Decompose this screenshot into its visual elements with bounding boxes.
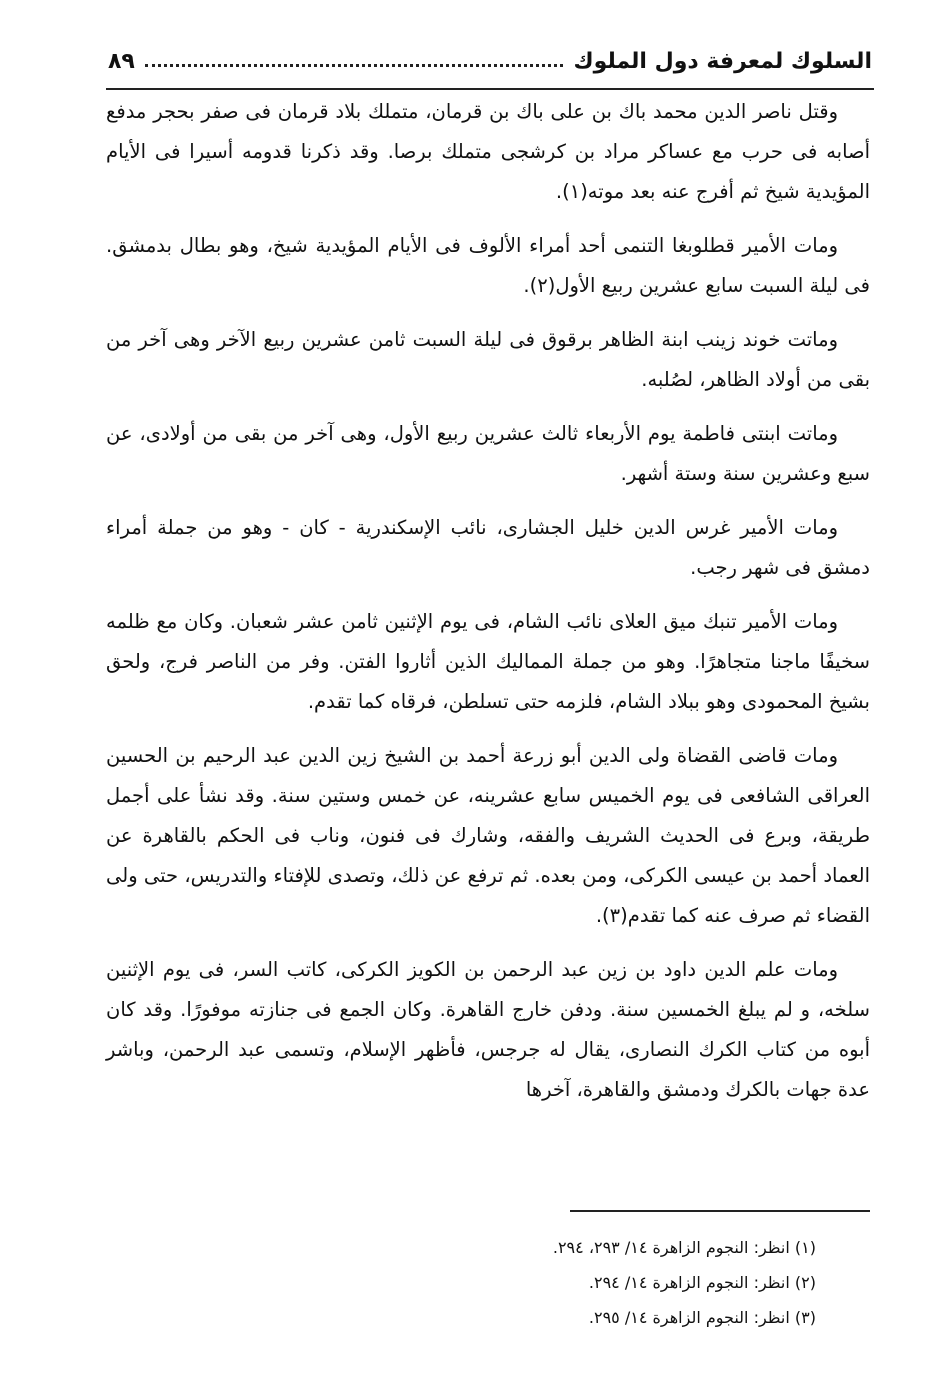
footnote-list <box>106 1230 870 1335</box>
footnote: (٣) انظر: النجوم الزاهرة ١٤/ ٢٩٥. <box>588 1308 816 1327</box>
paragraph-text: ومات الأمير غرس الدين خليل الجشارى، نائب الإسكندرية - كان - وهو من جملة أمراء دمشق فى شهر رجب. <box>106 516 870 579</box>
paragraph <box>106 950 870 1110</box>
header-rule <box>106 88 874 90</box>
footnotes <box>106 1210 870 1335</box>
page-number: ٨٩ <box>108 48 135 74</box>
paragraph <box>106 736 870 936</box>
paragraph-text: وماتت ابنتى فاطمة يوم الأربعاء ثالث عشرين ربيع الأول، وهى آخر من بقى من أولادى، عن سبع وعشرين سنة وستة أشهر. <box>106 422 870 485</box>
paragraph <box>106 320 870 400</box>
paragraph-text: ومات الأمير تنبك ميق العلاى نائب الشام، فى يوم الإثنين ثامن عشر شعبان. وكان مع ظلمه سخيفًا ماجنا متجاهرًا. وهو من جملة المماليك الذين أثاروا الفتن. وفر من الناصر فرج، ولحق بشيخ المحمودى وهو ببلاد الشام، فلزمه حتى تسلطن، فرقاه كما تقدم. <box>106 610 870 713</box>
paragraph-text: وقتل ناصر الدين محمد باك بن على باك بن قرمان، متملك بلاد قرمان فى صفر بحجر مدفع أصابه فى حرب مع عساكر مراد بن كرشجى متملك برصا. وقد ذكرنا قدومه أسيرا فى الأيام المؤيدية شيخ ثم أفرج عنه بعد موته(١). <box>106 100 870 203</box>
paragraph <box>106 226 870 306</box>
footnote: (١) انظر: النجوم الزاهرة ١٤/ ٢٩٣، ٢٩٤. <box>552 1238 816 1257</box>
paragraph <box>106 92 870 212</box>
footnote: (٢) انظر: النجوم الزاهرة ١٤/ ٢٩٤. <box>588 1273 816 1292</box>
paragraph <box>106 414 870 494</box>
book-title: السلوك لمعرفة دول الملوك <box>573 48 872 74</box>
paragraph-text: ومات قاضى القضاة ولى الدين أبو زرعة أحمد بن الشيخ زين الدين عبد الرحيم بن الحسين العراقى الشافعى فى يوم الخميس سابع عشرينه، عن خمس وستين سنة. وقد نشأ على أجمل طريقة، وبرع فى الحديث الشريف والفقه، وشارك فى فنون، وناب فى الحكم بالقاهرة عن العماد أحمد بن عيسى الكركى، ومن بعده. ثم ترفع عن ذلك، وتصدى للإفتاء والتدريس، حتى ولى القضاء ثم صرف عنه كما تقدم(٣). <box>106 744 870 927</box>
paragraph-text: وماتت خوند زينب ابنة الظاهر برقوق فى ليلة السبت ثامن عشرين ربيع الآخر وهى آخر من بقى من أولاد الظاهر، لصُلبه. <box>106 328 870 391</box>
paragraph-text: ومات الأمير قطلوبغا التنمى أحد أمراء الألوف فى الأيام المؤيدية شيخ، وهو بطال بدمشق. فى ليلة السبت سابع عشرين ربيع الأول(٢). <box>106 234 870 297</box>
header-dot-leader <box>145 64 564 67</box>
paragraph <box>106 508 870 588</box>
footnote-rule <box>570 1210 870 1212</box>
body-text <box>106 92 870 1124</box>
paragraph <box>106 602 870 722</box>
paragraph-text: ومات علم الدين داود بن زين عبد الرحمن بن الكويز الكركى، كاتب السر، فى يوم الإثنين سلخه، و لم يبلغ الخمسين سنة. ودفن خارج القاهرة. وكان الجمع فى جنازته موفورًا. وقد كان أبوه من كتاب الكرك النصارى، يقال له جرجس، فأظهر الإسلام، وتسمى عبد الرحمن، وباشر عدة جهات بالكرك ودمشق والقاهرة، آخرها <box>106 958 870 1101</box>
running-header <box>108 34 872 88</box>
